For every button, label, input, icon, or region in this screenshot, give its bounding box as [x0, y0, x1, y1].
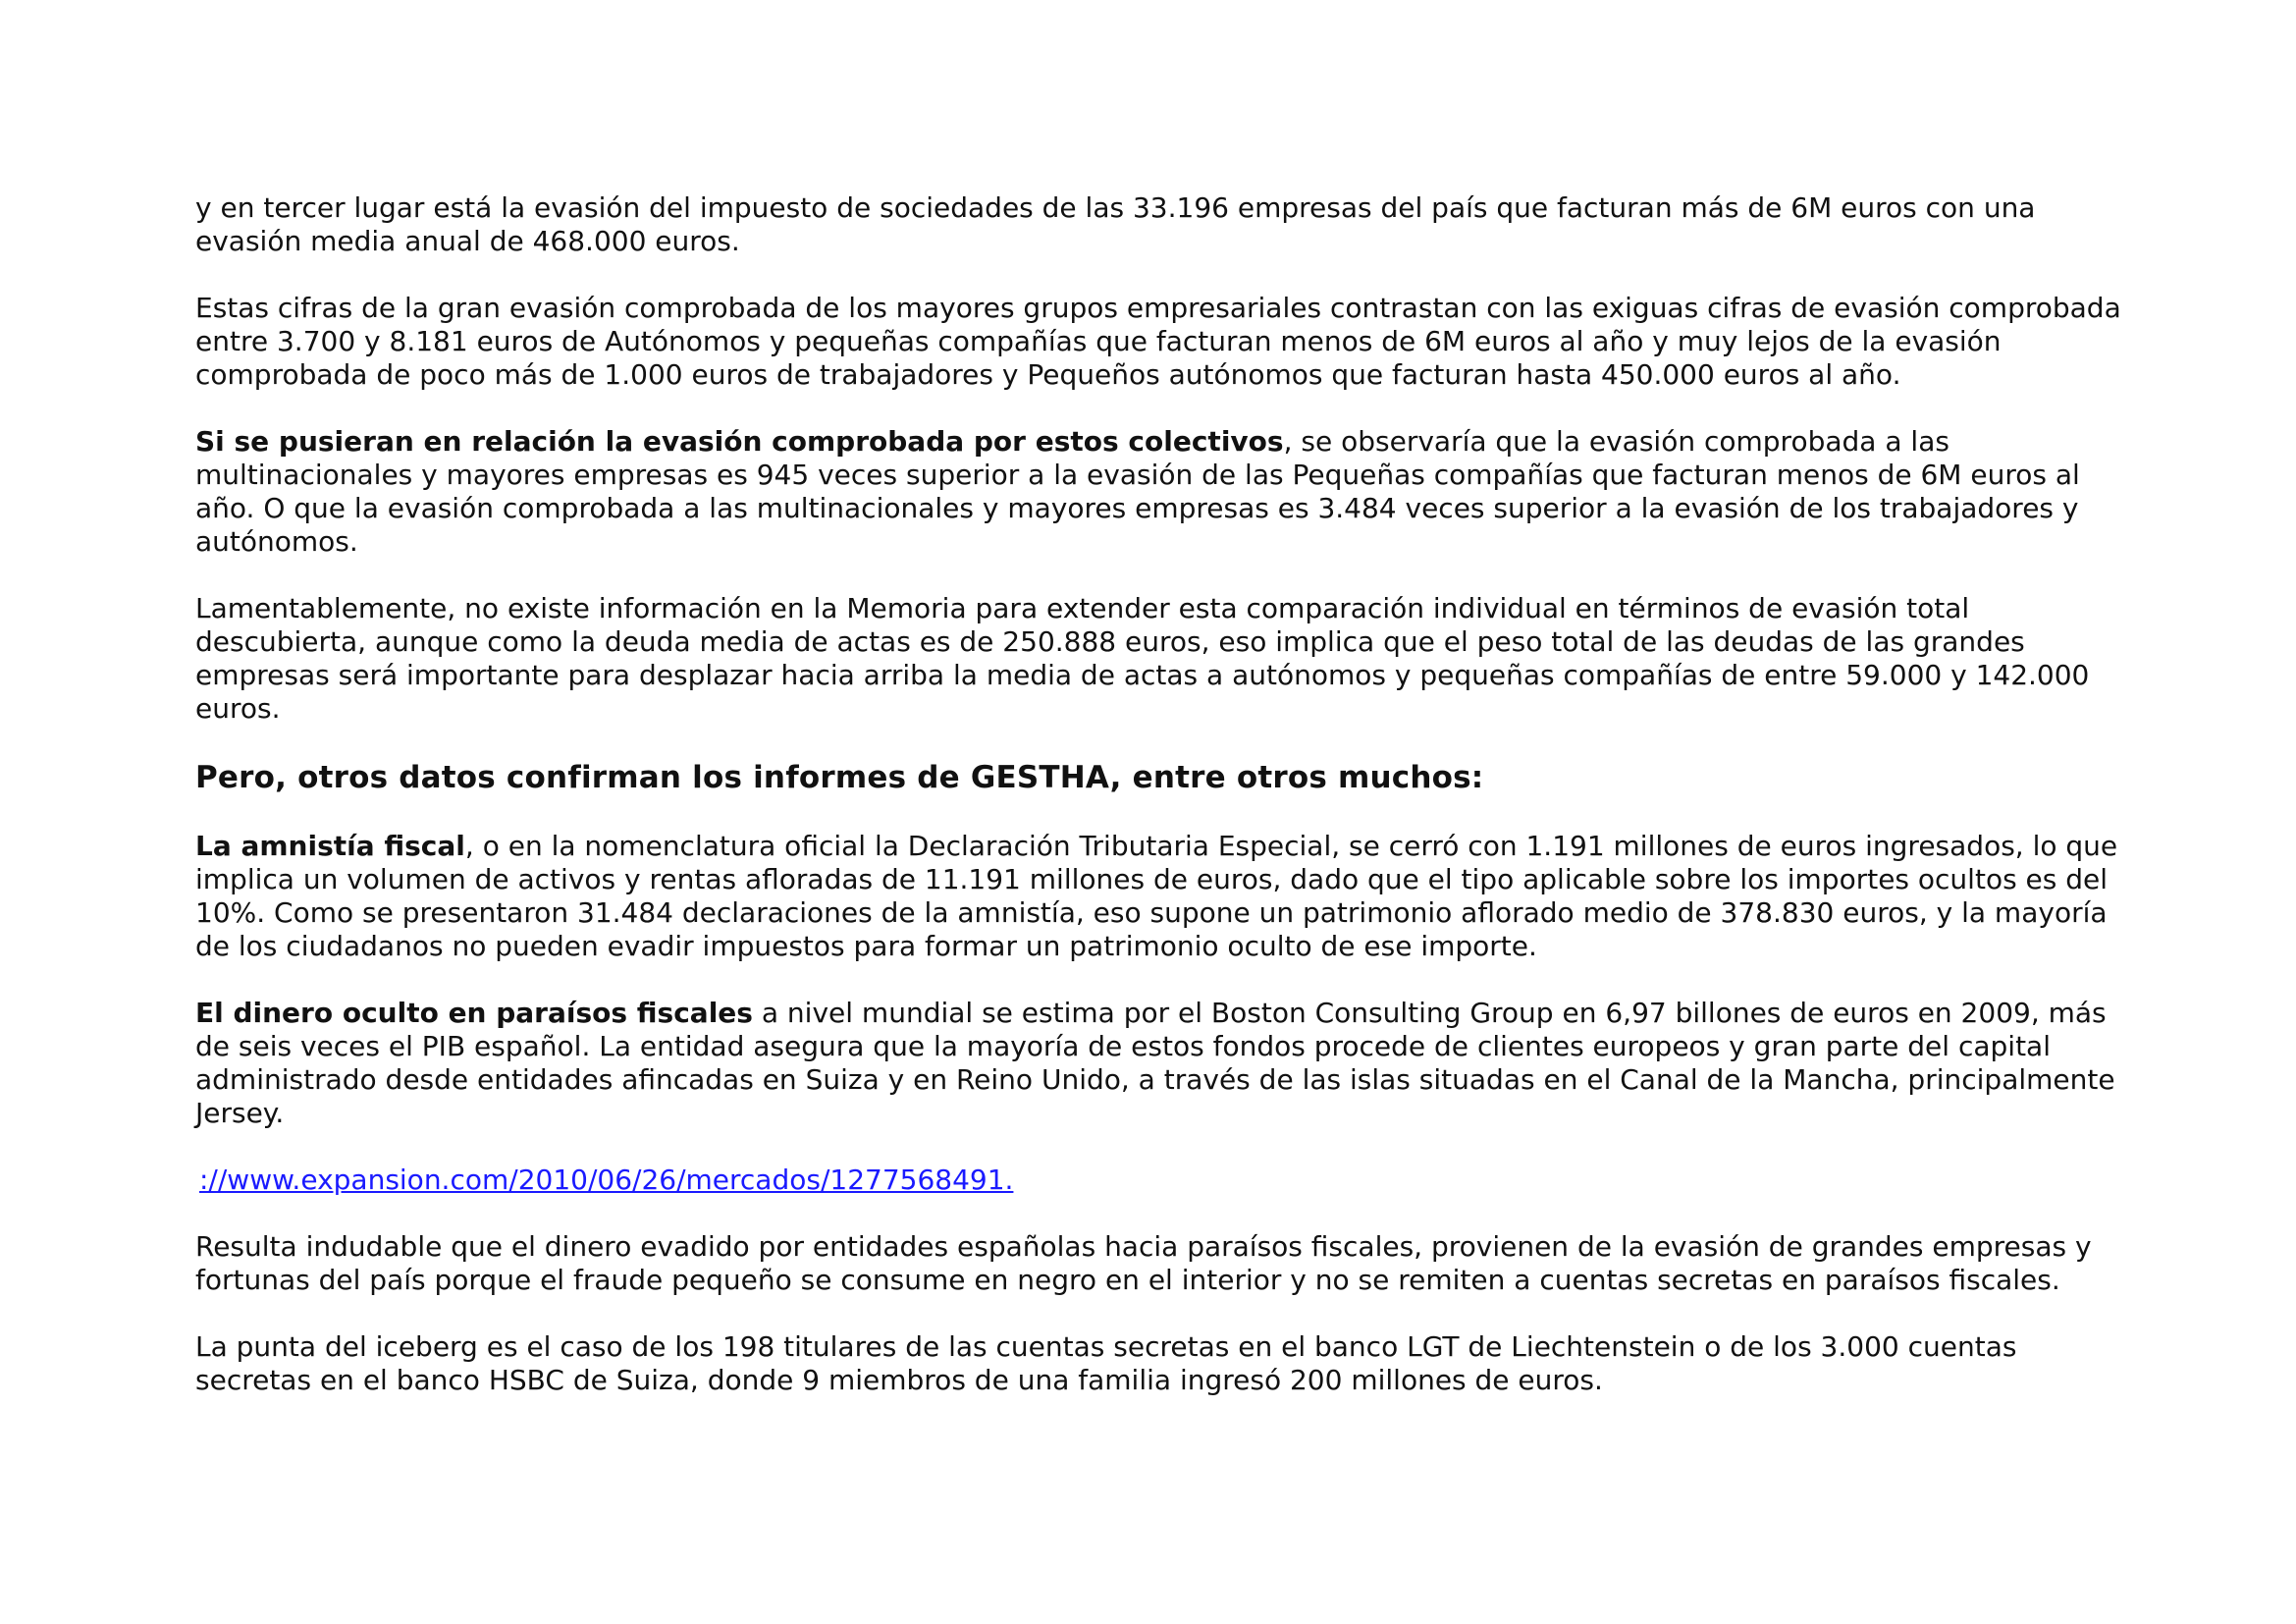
paragraph-tax-havens [195, 997, 2139, 1130]
paragraph-relation-collectives [195, 425, 2139, 559]
bold-lead-in: La amnistía fiscal [195, 830, 465, 862]
paragraph-iceberg: La punta del iceberg es el caso de los 198 titulares de las cuentas secretas en el banco LGT de Liechtenstein o de los 3.000 cuentas secretas en el banco HSBC de Suiza, donde 9 miembros de una familia ingresó 200 millones de euros. [195, 1330, 2017, 1396]
paragraph-evasion-comparison: Estas cifras de la gran evasión comprobada de los mayores grupos empresariales contrastan con las exiguas cifras de evasión comprobada entre 3.700 y 8.181 euros de Autónomos y pequeñas compañías que facturan menos de 6M euros al año y muy lejos de la evasión comprobada de poco más de 1.000 euros de trabajadores y Pequeños autónomos que facturan hasta 450.000 euros al año. [195, 292, 2121, 391]
paragraph-body-text: , o en la nomenclatura oficial la Declaración Tributaria Especial, se cerró con 1.191 millones de euros ingresados, lo que implica un volumen de activos y rentas afloradas de 11.191 millones de euros, dado que el tipo aplicable sobre los importes ocultos es del 10%. Como se presentaron 31.484 declaraciones de la amnistía, eso supone un patrimonio aflorado medio de 378.830 euros, y la mayoría de los ciudadanos no pueden evadir impuestos para formar un patrimonio oculto de ese importe. [195, 830, 2118, 962]
expansion-link[interactable]: ://www.expansion.com/2010/06/26/mercados/1277568491. [199, 1164, 1014, 1196]
paragraph-memoria-info: Lamentablemente, no existe información en la Memoria para extender esta comparación individual en términos de evasión total descubierta, aunque como la deuda media de actas es de 250.888 euros, eso implica que el peso total de las deudas de las grandes empresas será importante para desplazar hacia arriba la media de actas a autónomos y pequeñas compañías de entre 59.000 y 142.000 euros. [195, 592, 2090, 725]
document-page [195, 191, 2139, 1431]
paragraph-tax-amnesty [195, 830, 2139, 963]
paragraph-body-text: , se observaría que la evasión comprobada a las multinacionales y mayores empresas es 945 veces superior a la evasión de las Pequeñas compañías que facturan menos de 6M euros al año. O que la evasión comprobada a las multinacionales y mayores empresas es 3.484 veces superior a la evasión de los trabajadores y autónomos. [195, 425, 2080, 558]
section-heading: Pero, otros datos confirman los informes de GESTHA, entre otros muchos: [195, 760, 1484, 795]
bold-lead-in: Si se pusieran en relación la evasión comprobada por estos colectivos [195, 425, 1284, 458]
paragraph-evaded-money: Resulta indudable que el dinero evadido por entidades españolas hacia paraísos fiscales, provienen de la evasión de grandes empresas y fortunas del país porque el fraude pequeño se consume en negro en el interior y no se remiten a cuentas secretas en paraísos fiscales. [195, 1230, 2092, 1296]
paragraph-body-text: a nivel mundial se estima por el Boston Consulting Group en 6,97 billones de euros en 2009, más de seis veces el PIB español. La entidad asegura que la mayoría de estos fondos procede de clientes europeos y gran parte del capital administrado desde entidades afincadas en Suiza y en Reino Unido, a través de las islas situadas en el Canal de la Mancha, principalmente Jersey. [195, 997, 2115, 1129]
paragraph-source-link [195, 1164, 2139, 1197]
bold-lead-in: El dinero oculto en paraísos fiscales [195, 997, 753, 1029]
paragraph-corporate-tax-evasion: y en tercer lugar está la evasión del impuesto de sociedades de las 33.196 empresas del país que facturan más de 6M euros con una evasión media anual de 468.000 euros. [195, 191, 2036, 257]
